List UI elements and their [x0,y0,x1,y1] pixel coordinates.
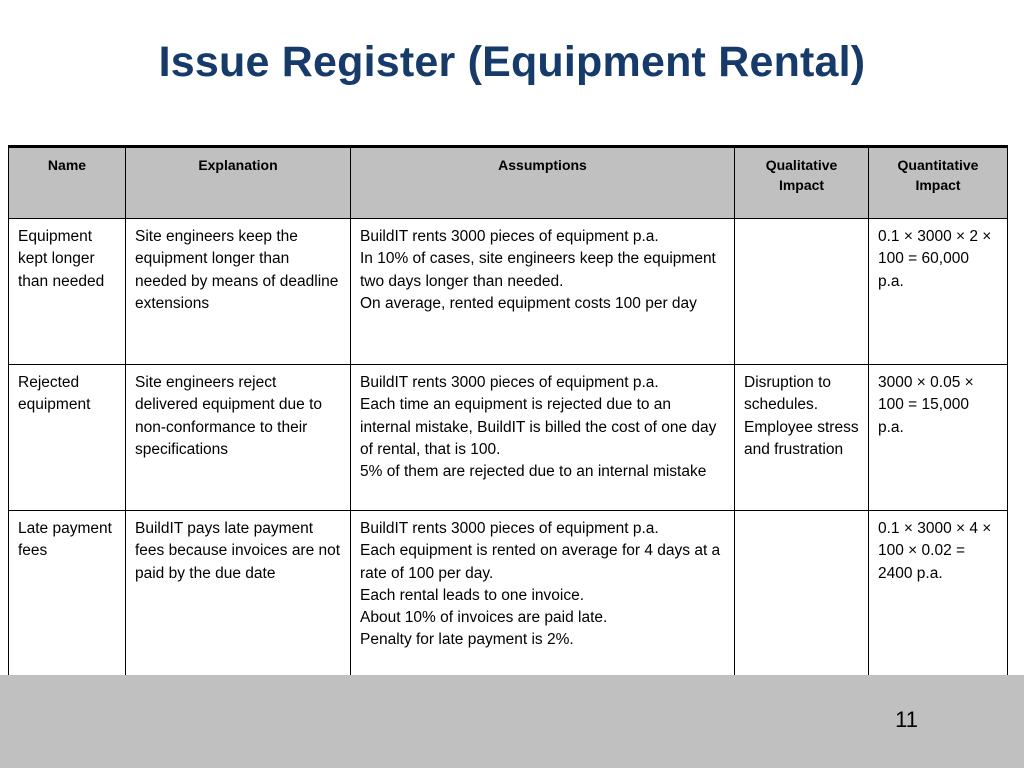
page-number: 11 [895,707,918,732]
cell-quantitative-impact: 0.1 × 3000 × 2 × 100 = 60,000 p.a. [869,219,1008,365]
cell-explanation: Site engineers keep the equipment longer than needed by means of deadline extensions [126,219,351,365]
cell-name: Late payment fees [9,511,126,677]
header-qualitative-impact: Qualitative Impact [735,147,869,219]
assumption-line: On average, rented equipment costs 100 per day [360,294,697,312]
cell-assumptions [351,511,735,677]
assumption-line: In 10% of cases, site engineers keep the equipment two days longer than needed. [360,250,716,290]
cell-qualitative-impact: Disruption to schedules. Employee stress and frustration [735,365,869,511]
cell-explanation: Site engineers reject delivered equipment due to non-conformance to their specifications [126,365,351,511]
cell-quantitative-impact: 0.1 × 3000 × 4 × 100 × 0.02 = 2400 p.a. [869,511,1008,677]
cell-qualitative-impact [735,511,869,677]
cell-assumptions [351,219,735,365]
assumption-line: Penalty for late payment is 2%. [360,631,574,649]
cell-name: Rejected equipment [9,365,126,511]
header-assumptions: Assumptions [351,147,735,219]
cell-qualitative-impact [735,219,869,365]
slide-title: Issue Register (Equipment Rental) [158,38,866,86]
assumption-line: Each time an equipment is rejected due to an internal mistake, BuildIT is billed the cost of one day of rental, that is 100. [360,396,717,458]
assumption-line: BuildIT rents 3000 pieces of equipment p.a. [360,520,659,537]
table-row [9,219,1008,365]
table-row [9,511,1008,677]
assumption-line: BuildIT rents 3000 pieces of equipment p.a. [360,228,659,245]
assumption-line: Each equipment is rented on average for 4 days at a rate of 100 per day. [360,542,721,582]
table-row [9,365,1008,511]
assumption-line: 5% of them are rejected due to an internal mistake [360,463,707,481]
footer-bar [0,675,1024,768]
assumption-line: BuildIT rents 3000 pieces of equipment p.a. [360,374,659,391]
cell-assumptions [351,365,735,511]
cell-name: Equipment kept longer than needed [9,219,126,365]
header-quantitative-impact: Quantitative Impact [869,147,1008,219]
issue-register-table [8,145,1008,677]
assumption-line: Each rental leads to one invoice. [360,586,585,604]
assumption-line: About 10% of invoices are paid late. [360,609,608,627]
header-name: Name [9,147,126,219]
cell-quantitative-impact: 3000 × 0.05 × 100 = 15,000 p.a. [869,365,1008,511]
cell-explanation: BuildIT pays late payment fees because invoices are not paid by the due date [126,511,351,677]
header-explanation: Explanation [126,147,351,219]
table-header-row [9,147,1008,219]
